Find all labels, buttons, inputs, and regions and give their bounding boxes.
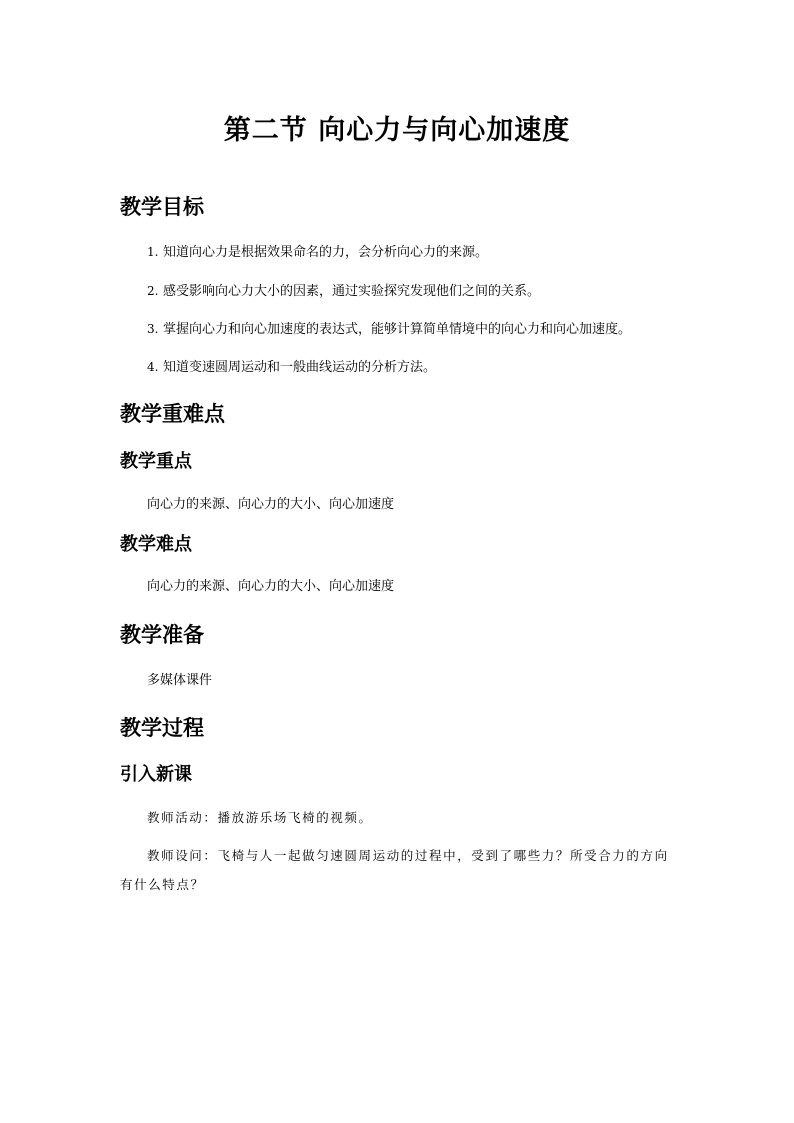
key-points-text: 向心力的来源、向心力的大小、向心加速度 [147,497,395,512]
list-number: 1. [147,245,159,259]
intro-activity-text: 教师活动：播放游乐场飞椅的视频。 [147,810,373,825]
objective-item-2 [147,281,540,302]
objective-item-3 [147,319,631,340]
preparation-text: 多媒体课件 [147,673,213,688]
difficult-points-text: 向心力的来源、向心力的大小、向心加速度 [147,579,395,594]
heading-intro: 引入新课 [120,764,192,785]
list-item-text: 掌握向心力和向心加速度的表达式，能够计算简单情境中的向心力和向心加速度。 [163,322,632,337]
heading-difficult-points: 教学难点 [120,534,192,555]
heading-key-points: 教学重点 [120,451,192,472]
objective-item-4 [147,357,436,378]
page-title: 第二节 向心力与向心加速度 [223,115,571,146]
list-number: 2. [147,284,159,298]
objective-item-1 [147,242,488,263]
list-item-text: 知道变速圆周运动和一般曲线运动的分析方法。 [163,360,437,375]
heading-process: 教学过程 [120,716,204,740]
intro-question-text: 教师设问：飞椅与人一起做匀速圆周运动的过程中，受到了哪些力？所受合力的方向有什么特点？ [120,848,669,892]
heading-key-difficult: 教学重难点 [120,402,225,426]
heading-preparation: 教学准备 [120,623,204,647]
list-item-text: 感受影响向心力大小的因素，通过实验探究发现他们之间的关系。 [163,284,541,299]
list-item-text: 知道向心力是根据效果命名的力，会分析向心力的来源。 [163,245,489,260]
list-number: 4. [147,360,159,374]
heading-objectives: 教学目标 [120,195,204,219]
list-number: 3. [147,322,159,336]
